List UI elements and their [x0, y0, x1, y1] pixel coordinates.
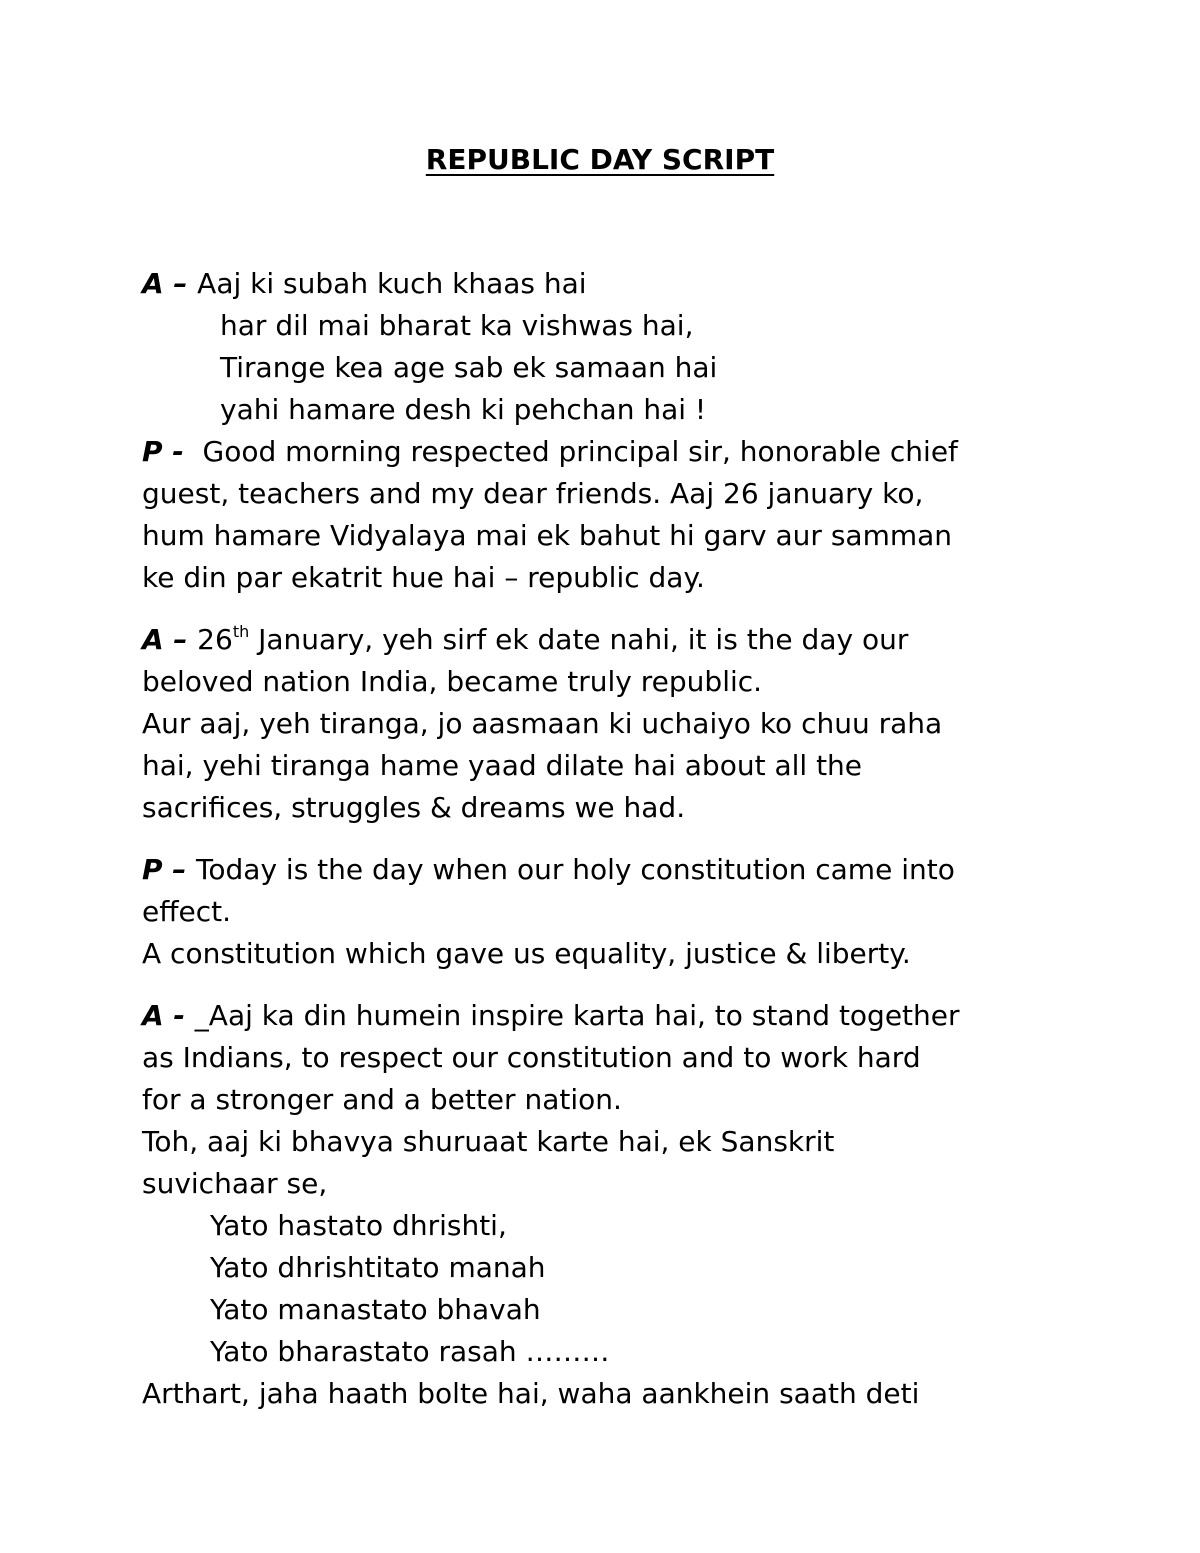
text-line: A constitution which gave us equality, justice & liberty.: [142, 937, 911, 970]
text-line: [142, 431, 1072, 473]
text-line: as Indians, to respect our constitution and to work hard: [142, 1041, 921, 1074]
paragraph-1: [142, 263, 1072, 431]
ordinal-suffix: th: [232, 622, 250, 641]
speaker-label: A –: [142, 267, 198, 300]
text-line: for a stronger and a better nation.: [142, 1083, 622, 1116]
line-text: January, yeh sirf ek date nahi, it is the day our: [249, 623, 909, 656]
speaker-label: P –: [142, 853, 197, 886]
line-text: Good morning respected principal sir, honorable chief: [193, 435, 958, 468]
date-number: 26: [197, 623, 233, 656]
poem-line: Tirange kea age sab ek samaan hai: [220, 351, 718, 384]
text-line: hai, yehi tiranga hame yaad dilate hai about all the: [142, 749, 863, 782]
speaker-label: A –: [142, 623, 198, 656]
line-text: Aaj ki subah kuch khaas hai: [197, 267, 587, 300]
paragraph-3: [142, 619, 1072, 829]
text-line: Aur aaj, yeh tiranga, jo aasmaan ki uchaiyo ko chuu raha: [142, 707, 943, 740]
title-text: REPUBLIC DAY SCRIPT: [425, 143, 775, 176]
poem-line: har dil mai bharat ka vishwas hai,: [220, 309, 694, 342]
text-line: guest, teachers and my dear friends. Aaj 26 january ko,: [142, 477, 924, 510]
text-line: suvichaar se,: [142, 1167, 328, 1200]
line-text: Today is the day when our holy constitution came into: [196, 853, 955, 886]
speaker-label: A -: [142, 999, 195, 1032]
text-line: Arthart, jaha haath bolte hai, waha aankhein saath deti: [142, 1377, 920, 1410]
paragraph-5: [142, 995, 1072, 1415]
verse-line: Yato dhrishtitato manah: [210, 1251, 546, 1284]
page-title: [0, 142, 1200, 178]
text-line: ke din par ekatrit hue hai – republic day.: [142, 561, 705, 594]
text-line: sacrifices, struggles & dreams we had.: [142, 791, 686, 824]
paragraph-2: [142, 431, 1072, 599]
text-line: beloved nation India, became truly republic.: [142, 665, 763, 698]
text-line: [142, 849, 1072, 891]
verse-line: Yato hastato dhrishti,: [210, 1209, 507, 1242]
text-line: hum hamare Vidyalaya mai ek bahut hi garv aur samman: [142, 519, 953, 552]
speaker-label: P -: [142, 435, 194, 468]
line-text: _Aaj ka din humein inspire karta hai, to stand together: [194, 999, 960, 1032]
verse-line: Yato manastato bhavah: [210, 1293, 541, 1326]
script-body: [142, 263, 1072, 1415]
text-line: [142, 263, 1072, 305]
text-line: [142, 619, 1072, 661]
text-line: Toh, aaj ki bhavya shuruaat karte hai, ek Sanskrit: [142, 1125, 835, 1158]
text-line: [142, 995, 1072, 1037]
text-line: effect.: [142, 895, 232, 928]
verse-line: Yato bharastato rasah ………: [210, 1335, 610, 1368]
poem-line: yahi hamare desh ki pehchan hai !: [220, 393, 707, 426]
paragraph-4: [142, 849, 1072, 975]
